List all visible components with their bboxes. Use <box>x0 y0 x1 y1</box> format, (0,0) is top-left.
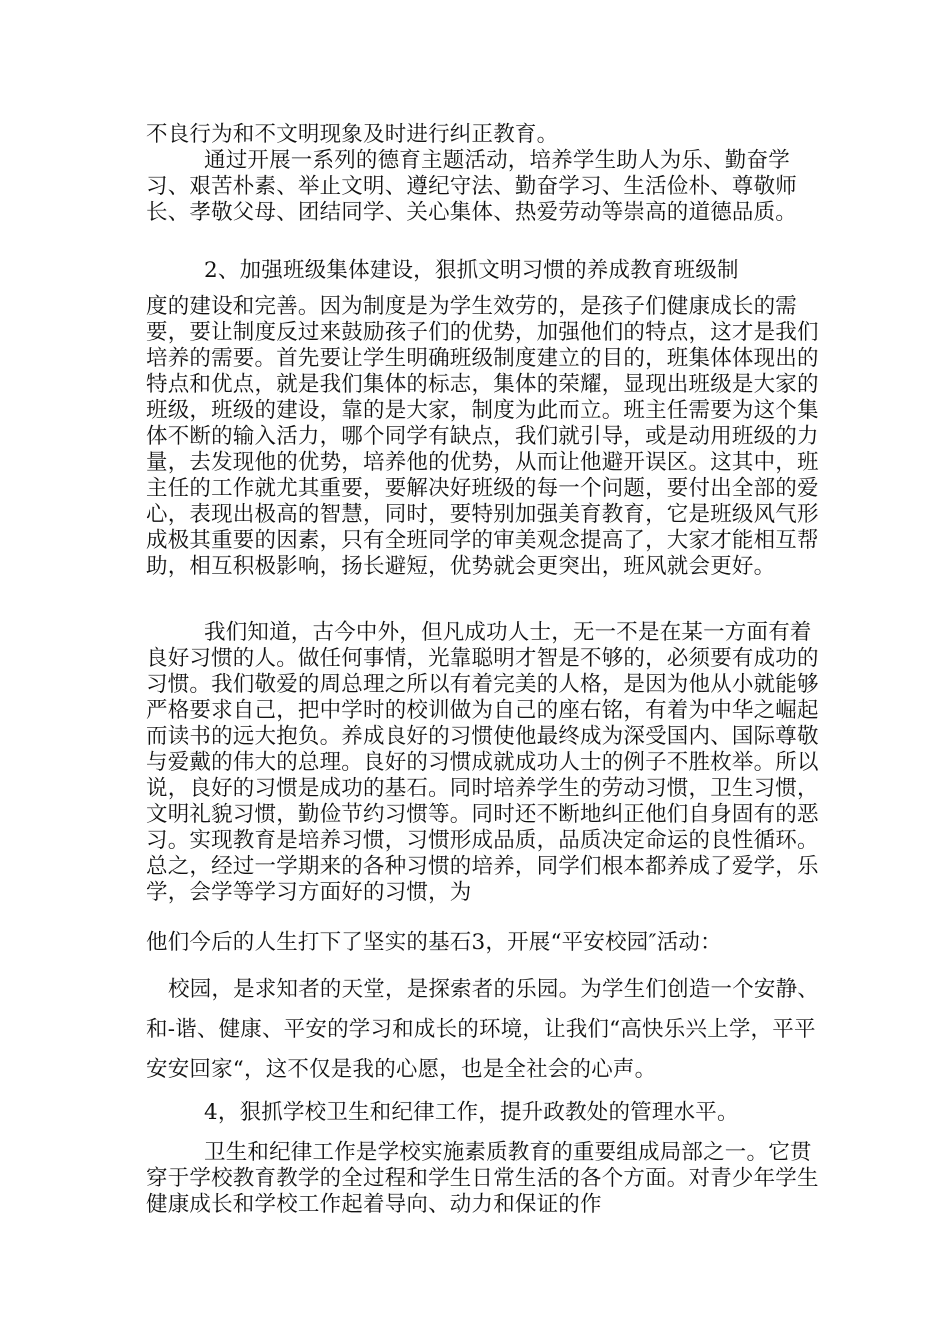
paragraph-4: 度的建设和完善。因为制度是为学生效劳的，是孩子们健康成长的需要，要让制度反过来鼓励孩子们的优势，加强他们的特点，这才是我们培养的需要。首先要让学生明确班级制度建立的目的，班集体体现出的特点和优点，就是我们集体的标志，集体的荣耀，显现出班级是大家的班级，班级的建设，靠的是大家，制度为此而立。班主任需要为这个集体不断的输入活力，哪个同学有缺点，我们就引导，或是动用班级的力量，去发现他的优势，培养他的优势，从而让他避开误区。这其中，班主任的工作就尤其重要，要解决好班级的每一个问题，要付出全部的爱心，表现出极高的智慧，同时，要特别加强美育教育，它是班级风气形成极其重要的因素，只有全班同学的审美观念提高了，大家才能相互帮助，相互积极影响，扬长避短，优势就会更突出，班风就会更好。 <box>146 294 819 579</box>
paragraph-continuation <box>146 122 826 148</box>
paragraph-7: 校园，是求知者的天堂，是探索者的乐园。为学生们创造一个安静、和-谐、健康、平安的学习和成长的环境，让我们“高快乐兴上学，平平安安回家“，这不仅是我的心愿，也是全社会的心声。 <box>146 977 820 1082</box>
paragraph-1: 不良行为和不文明现象及时进行纠正教育。 <box>146 122 559 147</box>
paragraph-hygiene-discipline <box>146 1140 826 1218</box>
paragraph-class-system <box>146 294 826 580</box>
paragraph-safe-campus <box>146 970 826 1090</box>
paragraph-9: 卫生和纪律工作是学校实施素质教育的重要组成局部之一。它贯穿于学校教育教学的全过程和学生日常生活的各个方面。对青少年学生健康成长和学校工作起着导向、动力和保证的作 <box>146 1140 819 1217</box>
paragraph-5: 我们知道，古今中外，但凡成功人士，无一不是在某一方面有着良好习惯的人。做任何事情，光靠聪明才智是不够的，必须要有成功的习惯。我们敬爱的周总理之所以有着完美的人格，是因为他从小就能够严格要求自己，把中学时的校训做为自己的座右铭，有着为中华之崛起而读书的远大抱负。养成良好的习惯使他最终成为深受国内、国际尊敬与爱戴的伟大的总理。良好的习惯成就成功人士的例子不胜枚举。所以说，良好的习惯是成功的基石。同时培养学生的劳动习惯，卫生习惯，文明礼貌习惯，勤俭节约习惯等。同时还不断地纠正他们自身固有的恶习。实现教育是培养习惯，习惯形成品质，品质决定命运的良性循环。总之，经过一学期来的各种习惯的培养，同学们根本都养成了爱学，乐学，会学等学习方面好的习惯，为 <box>146 620 819 905</box>
section-heading-2 <box>146 258 826 284</box>
paragraph-3: 2、加强班级集体建设，狠抓文明习惯的养成教育班级制 <box>204 258 739 283</box>
section-heading-3 <box>146 930 826 956</box>
paragraph-good-habits <box>146 620 826 906</box>
section-heading-4 <box>146 1100 826 1126</box>
paragraph-6: 他们今后的人生打下了坚实的基石3，开展“平安校园″活动： <box>146 930 722 955</box>
paragraph-moral-activities <box>146 148 826 226</box>
paragraph-2: 通过开展一系列的德育主题活动，培养学生助人为乐、勤奋学习、艰苦朴素、举止文明、遵纪守法、勤奋学习、生活俭朴、尊敬师长、孝敬父母、团结同学、关心集体、热爱劳动等崇高的道德品质。 <box>146 148 798 225</box>
paragraph-8: 4，狠抓学校卫生和纪律工作，提升政教处的管理水平。 <box>204 1100 739 1125</box>
